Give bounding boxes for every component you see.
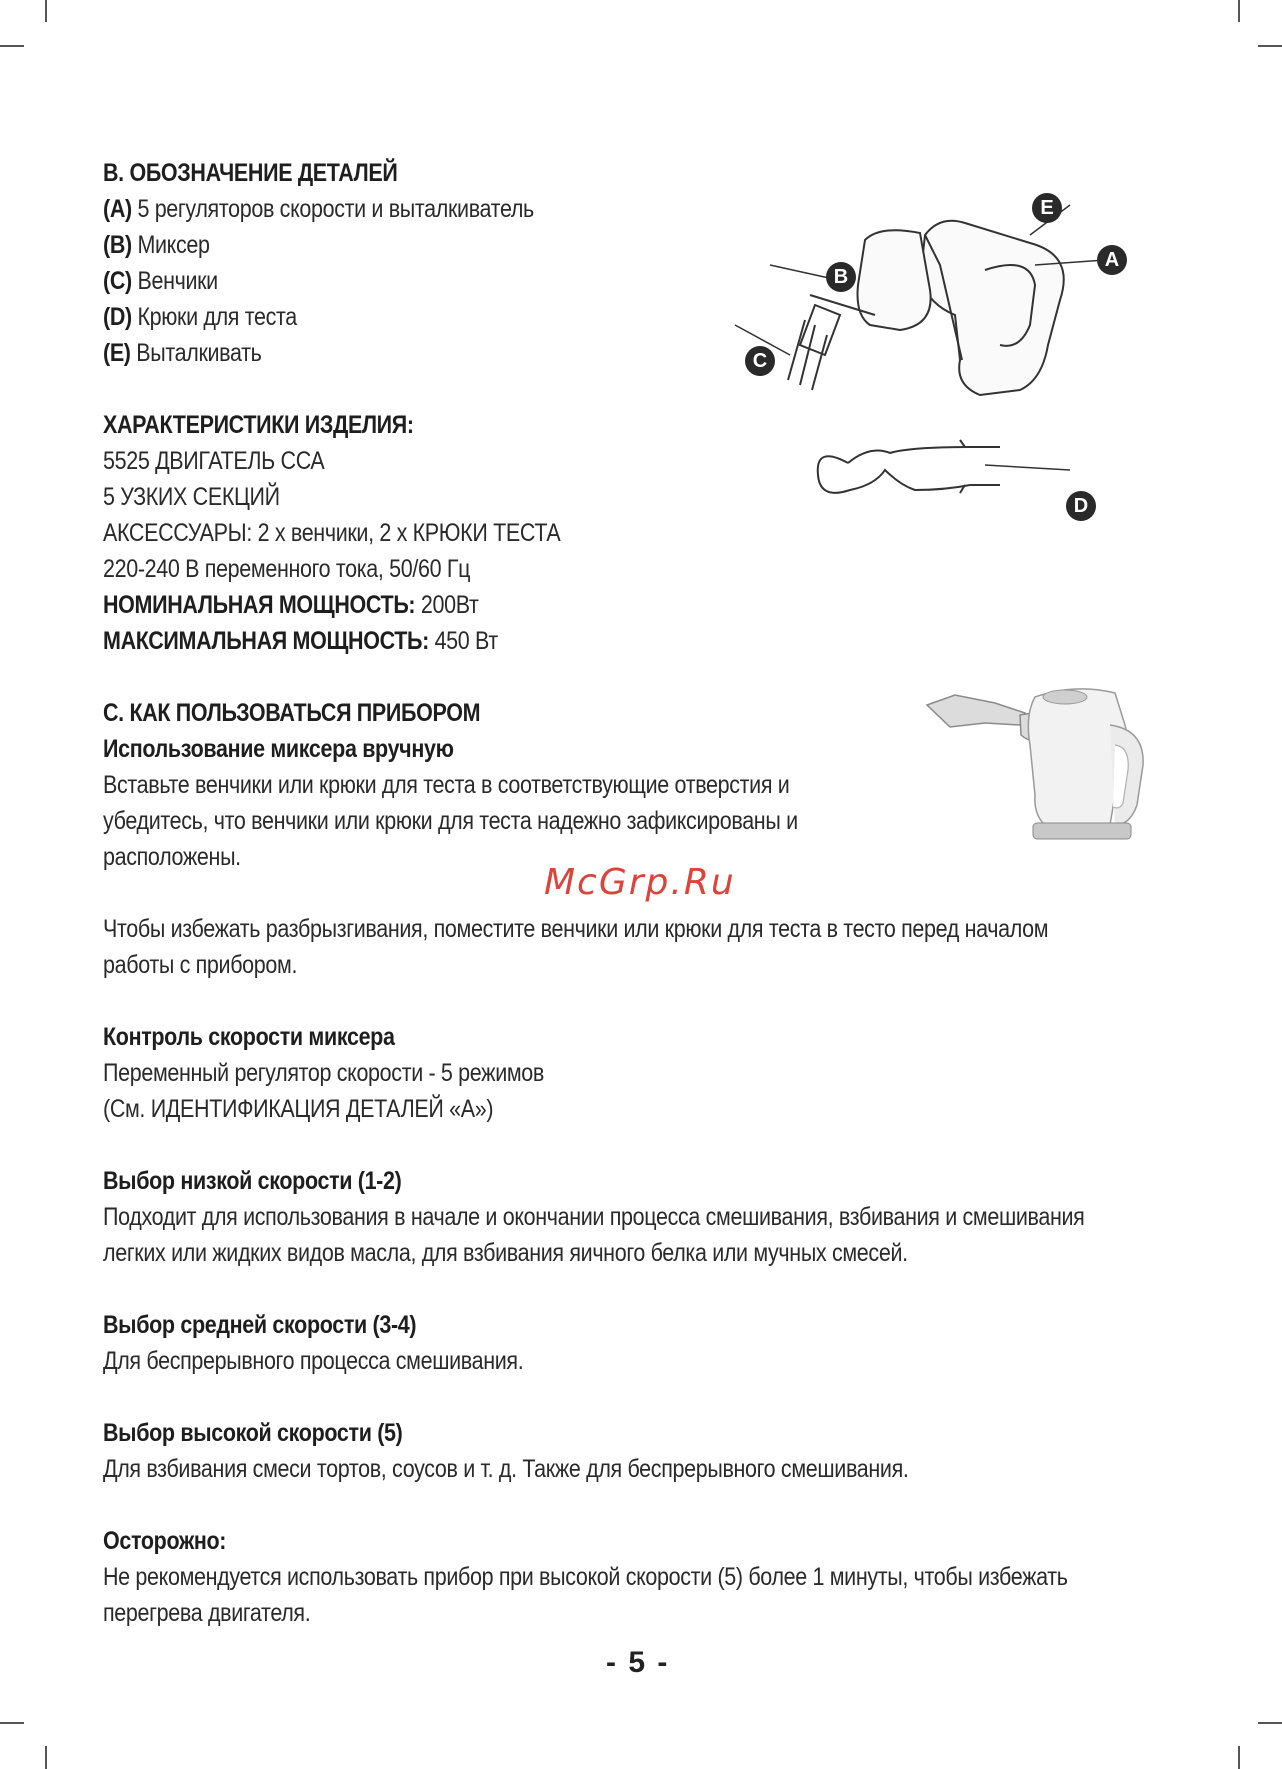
watermark: McGrp.Ru bbox=[544, 862, 736, 903]
part-item: (E) Выталкивать bbox=[103, 339, 262, 367]
part-item: (C) Венчики bbox=[103, 267, 218, 295]
page-number: - 5 - bbox=[606, 1646, 670, 1679]
caution-title: Осторожно: bbox=[103, 1527, 227, 1555]
spec-line: 220-240 В переменного тока, 50/60 Гц bbox=[103, 555, 471, 583]
high-speed-title: Выбор высокой скорости (5) bbox=[103, 1419, 403, 1447]
usage-section bbox=[103, 695, 1183, 875]
crop-mark bbox=[0, 45, 24, 47]
crop-mark bbox=[1238, 0, 1240, 22]
paragraph-line: Чтобы избежать разбрызгивания, поместите венчики или крюки для теста в тесто перед началом bbox=[103, 915, 1049, 943]
crop-mark bbox=[45, 1746, 47, 1769]
paragraph-line: (См. ИДЕНТИФИКАЦИЯ ДЕТАЛЕЙ «А») bbox=[103, 1095, 494, 1123]
spec-line: АКСЕССУАРЫ: 2 x венчики, 2 x КРЮКИ ТЕСТА bbox=[103, 519, 561, 547]
low-speed-title: Выбор низкой скорости (1-2) bbox=[103, 1167, 402, 1195]
paragraph-line: Не рекомендуется использовать прибор при высокой скорости (5) более 1 минуты, чтобы избежать bbox=[103, 1563, 1068, 1591]
diagram-label-e: E bbox=[1032, 193, 1062, 223]
paragraph-line: Вставьте венчики или крюки для теста в соответствующие отверстия и bbox=[103, 771, 790, 799]
crop-mark bbox=[45, 0, 47, 22]
diagram-label-a: A bbox=[1097, 245, 1127, 275]
paragraph-line: Для взбивания смеси тортов, соусов и т. д. Также для беспрерывного смешивания. bbox=[103, 1455, 909, 1483]
paragraph-line: легких или жидких видов масла, для взбивания яичного белка или мучных смесей. bbox=[103, 1239, 908, 1267]
speed-control-title: Контроль скорости миксера bbox=[103, 1023, 395, 1051]
mid-speed-title: Выбор средней скорости (3-4) bbox=[103, 1311, 417, 1339]
part-item: (A) 5 регуляторов скорости и выталкиватель bbox=[103, 195, 534, 223]
mixer-parts-diagram bbox=[730, 185, 1150, 545]
section-b-title: B. ОБОЗНАЧЕНИЕ ДЕТАЛЕЙ bbox=[103, 159, 398, 187]
paragraph-line: расположены. bbox=[103, 843, 241, 871]
paragraph-line: Переменный регулятор скорости - 5 режимов bbox=[103, 1059, 545, 1087]
specs-title: ХАРАКТЕРИСТИКИ ИЗДЕЛИЯ: bbox=[103, 411, 414, 439]
crop-mark bbox=[1258, 45, 1282, 47]
spec-line: 5525 ДВИГАТЕЛЬ ССА bbox=[103, 447, 325, 475]
usage-section-cont bbox=[103, 911, 1183, 1631]
spec-line: 5 УЗКИХ СЕКЦИЙ bbox=[103, 483, 280, 511]
max-power: МАКСИМАЛЬНАЯ МОЩНОСТЬ: 450 Вт bbox=[103, 627, 498, 655]
diagram-label-c: C bbox=[745, 346, 775, 376]
crop-mark bbox=[0, 1722, 24, 1724]
crop-mark bbox=[1258, 1722, 1282, 1724]
paragraph-line: убедитесь, что венчики или крюки для теста надежно зафиксированы и bbox=[103, 807, 798, 835]
paragraph-line: Подходит для использования в начале и окончании процесса смешивания, взбивания и смешивания bbox=[103, 1203, 1085, 1231]
paragraph-line: Для беспрерывного процесса смешивания. bbox=[103, 1347, 524, 1375]
diagram-label-d: D bbox=[1066, 491, 1096, 521]
crop-mark bbox=[1238, 1746, 1240, 1769]
nominal-power: НОМИНАЛЬНАЯ МОЩНОСТЬ: 200Вт bbox=[103, 591, 479, 619]
section-c-title: C. КАК ПОЛЬЗОВАТЬСЯ ПРИБОРОМ bbox=[103, 699, 481, 727]
paragraph-line: работы с прибором. bbox=[103, 951, 298, 979]
part-item: (D) Крюки для теста bbox=[103, 303, 297, 331]
part-item: (B) Миксер bbox=[103, 231, 210, 259]
paragraph-line: перегрева двигателя. bbox=[103, 1599, 311, 1627]
diagram-label-b: B bbox=[826, 262, 856, 292]
section-c-subtitle: Использование миксера вручную bbox=[103, 735, 454, 763]
